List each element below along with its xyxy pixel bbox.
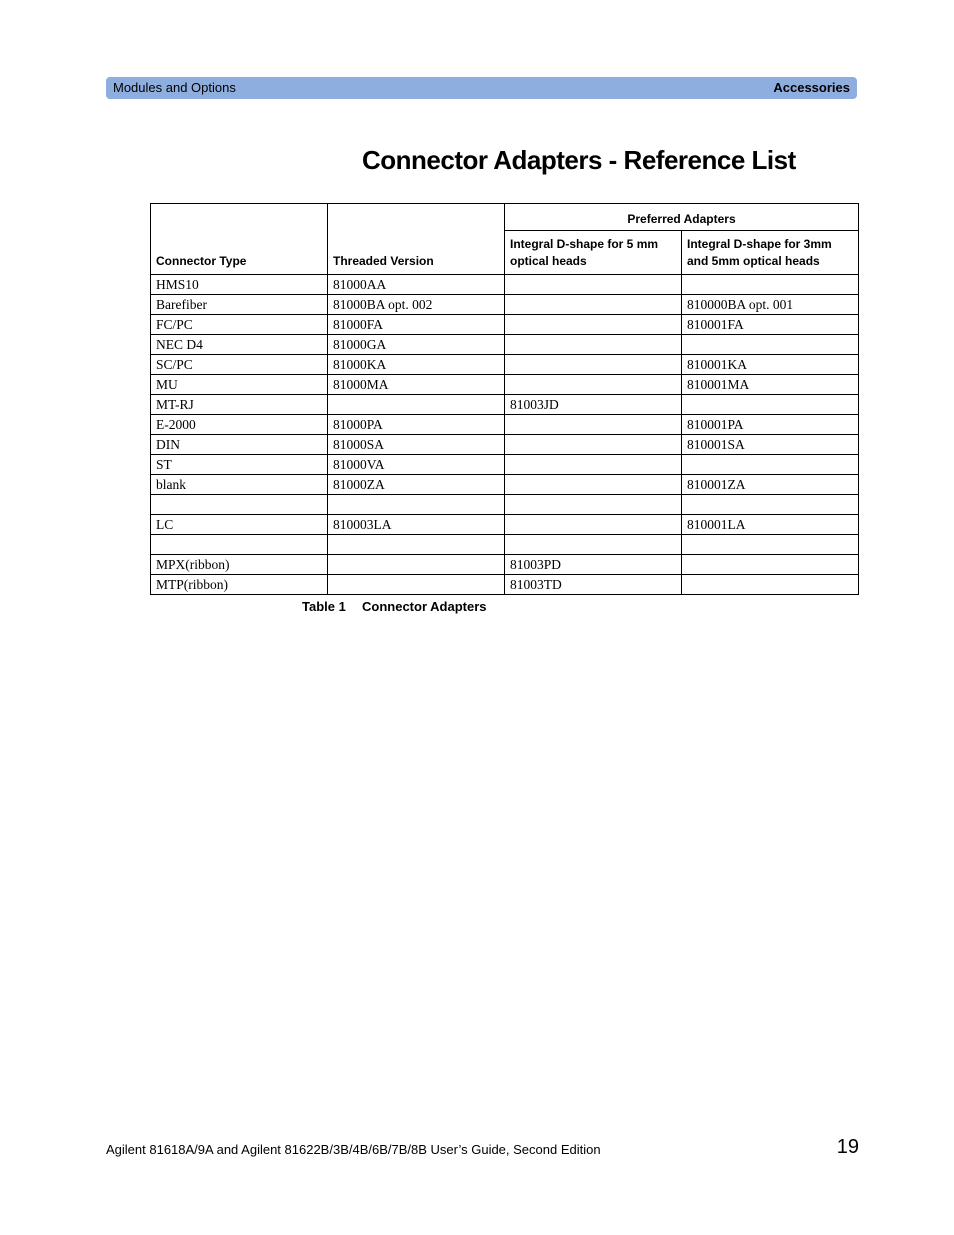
- cell-integral-3-5mm: [682, 555, 859, 575]
- table-row: [151, 275, 859, 295]
- cell-connector-type: ST: [151, 455, 328, 475]
- cell-connector-type: MU: [151, 375, 328, 395]
- header-connector-type: Connector Type: [151, 204, 328, 275]
- table-caption: [302, 599, 486, 614]
- cell-connector-type: [151, 495, 328, 515]
- cell-integral-5mm: 81003TD: [505, 575, 682, 595]
- cell-integral-5mm: [505, 435, 682, 455]
- cell-threaded-version: [328, 395, 505, 415]
- cell-integral-3-5mm: [682, 495, 859, 515]
- cell-threaded-version: 81000PA: [328, 415, 505, 435]
- header-integral-5mm: Integral D-shape for 5 mm optical heads: [505, 231, 682, 275]
- table-row: [151, 575, 859, 595]
- cell-integral-5mm: [505, 535, 682, 555]
- cell-integral-5mm: [505, 475, 682, 495]
- cell-integral-5mm: 81003PD: [505, 555, 682, 575]
- cell-threaded-version: 81000ZA: [328, 475, 505, 495]
- page-title: Connector Adapters - Reference List: [362, 145, 796, 175]
- cell-connector-type: E-2000: [151, 415, 328, 435]
- cell-connector-type: SC/PC: [151, 355, 328, 375]
- cell-integral-5mm: [505, 455, 682, 475]
- cell-threaded-version: 81000AA: [328, 275, 505, 295]
- cell-integral-3-5mm: [682, 395, 859, 415]
- cell-integral-3-5mm: [682, 535, 859, 555]
- cell-threaded-version: 81000MA: [328, 375, 505, 395]
- cell-integral-3-5mm: 810001ZA: [682, 475, 859, 495]
- cell-integral-5mm: [505, 335, 682, 355]
- cell-threaded-version: [328, 535, 505, 555]
- cell-connector-type: MT-RJ: [151, 395, 328, 415]
- cell-connector-type: Barefiber: [151, 295, 328, 315]
- cell-threaded-version: 81000KA: [328, 355, 505, 375]
- table-row: [151, 295, 859, 315]
- connector-adapters-table: [150, 203, 859, 595]
- table-row: [151, 355, 859, 375]
- cell-threaded-version: [328, 555, 505, 575]
- cell-connector-type: NEC D4: [151, 335, 328, 355]
- cell-integral-3-5mm: 810000BA opt. 001: [682, 295, 859, 315]
- cell-integral-5mm: [505, 315, 682, 335]
- table-row: [151, 495, 859, 515]
- caption-text: Connector Adapters: [362, 599, 487, 614]
- cell-connector-type: MTP(ribbon): [151, 575, 328, 595]
- cell-integral-5mm: [505, 275, 682, 295]
- cell-integral-5mm: 81003JD: [505, 395, 682, 415]
- cell-integral-3-5mm: 810001KA: [682, 355, 859, 375]
- cell-integral-5mm: [505, 515, 682, 535]
- cell-connector-type: FC/PC: [151, 315, 328, 335]
- cell-integral-3-5mm: 810001LA: [682, 515, 859, 535]
- cell-integral-5mm: [505, 495, 682, 515]
- cell-connector-type: HMS10: [151, 275, 328, 295]
- cell-integral-3-5mm: [682, 275, 859, 295]
- table-row: [151, 315, 859, 335]
- table-row: [151, 555, 859, 575]
- caption-label: Table 1: [302, 599, 346, 614]
- table-row: [151, 375, 859, 395]
- footer-text: Agilent 81618A/9A and Agilent 81622B/3B/4B/6B/7B/8B User’s Guide, Second Edition: [106, 1142, 601, 1157]
- header-threaded-version: Threaded Version: [328, 204, 505, 275]
- table-row: [151, 395, 859, 415]
- cell-integral-3-5mm: [682, 335, 859, 355]
- cell-integral-5mm: [505, 375, 682, 395]
- cell-threaded-version: 810003LA: [328, 515, 505, 535]
- running-header: [106, 77, 857, 99]
- table-row: [151, 475, 859, 495]
- cell-integral-5mm: [505, 295, 682, 315]
- table-body: [151, 275, 859, 595]
- header-topic: Accessories: [773, 80, 850, 95]
- table-row: [151, 335, 859, 355]
- table-row: [151, 435, 859, 455]
- cell-integral-3-5mm: 810001SA: [682, 435, 859, 455]
- header-preferred-adapters: Preferred Adapters: [505, 204, 859, 231]
- cell-threaded-version: 81000SA: [328, 435, 505, 455]
- cell-connector-type: blank: [151, 475, 328, 495]
- cell-integral-3-5mm: [682, 575, 859, 595]
- cell-connector-type: LC: [151, 515, 328, 535]
- cell-integral-3-5mm: 810001MA: [682, 375, 859, 395]
- cell-threaded-version: 81000BA opt. 002: [328, 295, 505, 315]
- cell-connector-type: [151, 535, 328, 555]
- table-row: [151, 455, 859, 475]
- cell-integral-3-5mm: 810001FA: [682, 315, 859, 335]
- cell-connector-type: DIN: [151, 435, 328, 455]
- page-number: 19: [836, 1136, 859, 1158]
- cell-threaded-version: [328, 575, 505, 595]
- cell-threaded-version: 81000VA: [328, 455, 505, 475]
- cell-integral-3-5mm: 810001PA: [682, 415, 859, 435]
- table-row: [151, 535, 859, 555]
- cell-integral-3-5mm: [682, 455, 859, 475]
- cell-threaded-version: [328, 495, 505, 515]
- table-row: [151, 415, 859, 435]
- cell-connector-type: MPX(ribbon): [151, 555, 328, 575]
- header-section: Modules and Options: [113, 80, 236, 95]
- cell-integral-5mm: [505, 355, 682, 375]
- header-integral-3-5mm: Integral D-shape for 3mm and 5mm optical heads: [682, 231, 859, 275]
- cell-threaded-version: 81000GA: [328, 335, 505, 355]
- cell-integral-5mm: [505, 415, 682, 435]
- table-row: [151, 515, 859, 535]
- cell-threaded-version: 81000FA: [328, 315, 505, 335]
